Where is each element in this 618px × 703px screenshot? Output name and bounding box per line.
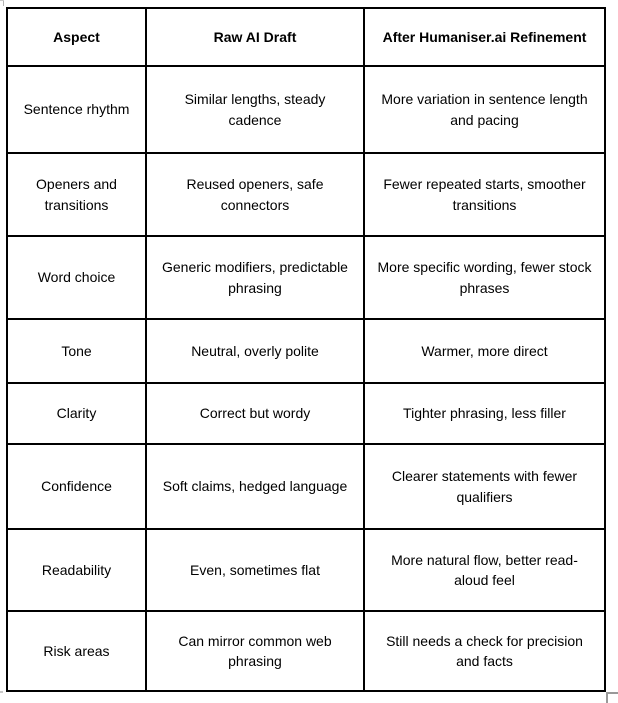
table-row [7,319,605,383]
header-after-refinement: After Humaniser.ai Refinement [364,8,605,66]
aspect-cell: Confidence [7,444,146,529]
header-row [7,8,605,66]
top-left-corner-artifact [0,0,4,1]
aspect-cell: Readability [7,529,146,611]
aspect-cell: Clarity [7,383,146,444]
table-row [7,153,605,236]
table-row [7,66,605,153]
raw-draft-cell: Reused openers, safe connectors [146,153,364,236]
table-row [7,529,605,611]
refined-cell: Clearer statements with fewer qualifiers [364,444,605,529]
raw-draft-cell: Generic modifiers, predictable phrasing [146,236,364,319]
comparison-table [6,7,606,692]
refined-cell: Warmer, more direct [364,319,605,383]
header-raw-ai-draft: Raw AI Draft [146,8,364,66]
refined-cell: More specific wording, fewer stock phrases [364,236,605,319]
bottom-left-corner-artifact [0,691,3,693]
refined-cell: Fewer repeated starts, smoother transitions [364,153,605,236]
refined-cell: More variation in sentence length and pacing [364,66,605,153]
refined-cell: More natural flow, better read-aloud feel [364,529,605,611]
header-aspect: Aspect [7,8,146,66]
raw-draft-cell: Can mirror common web phrasing [146,611,364,691]
aspect-cell: Word choice [7,236,146,319]
raw-draft-cell: Similar lengths, steady cadence [146,66,364,153]
table-row [7,383,605,444]
table-row [7,236,605,319]
table-row [7,444,605,529]
aspect-cell: Sentence rhythm [7,66,146,153]
bottom-right-corner-artifact [606,692,618,703]
aspect-cell: Openers and transitions [7,153,146,236]
raw-draft-cell: Soft claims, hedged language [146,444,364,529]
raw-draft-cell: Even, sometimes flat [146,529,364,611]
refined-cell: Tighter phrasing, less filler [364,383,605,444]
raw-draft-cell: Neutral, overly polite [146,319,364,383]
raw-draft-cell: Correct but wordy [146,383,364,444]
refined-cell: Still needs a check for precision and facts [364,611,605,691]
table-row [7,611,605,691]
aspect-cell: Tone [7,319,146,383]
aspect-cell: Risk areas [7,611,146,691]
